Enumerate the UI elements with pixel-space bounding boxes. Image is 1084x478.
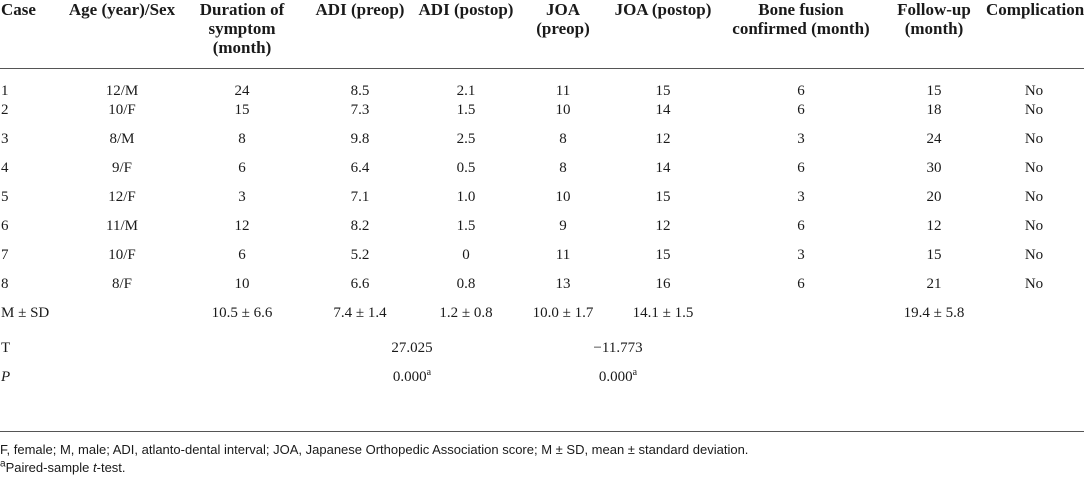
cell-adi-preop: 6.6: [350, 276, 370, 292]
table-footnotes: [0, 441, 1084, 477]
cell-age-sex: 10/F: [108, 102, 136, 118]
cell-case: 8: [1, 276, 9, 292]
cell-case: 3: [1, 131, 9, 147]
cell-bone-fusion: 6: [797, 83, 805, 99]
cell-adi-postop: 1.0: [456, 189, 476, 205]
table-body: [0, 69, 1084, 399]
cell-adi-postop: 0.8: [456, 276, 476, 292]
table-row: [0, 131, 1084, 160]
cell-joa-preop: 8: [559, 160, 567, 176]
cell-adi-postop: 2.1: [456, 83, 476, 99]
p-value-adi-footnote-mark: a: [426, 367, 432, 378]
p-value-joa-footnote-mark: a: [632, 367, 638, 378]
cell-adi-preop: 8.2: [350, 218, 370, 234]
cell-joa-postop: 14: [655, 160, 671, 176]
mean-sd-duration: 10.5 ± 6.6: [211, 305, 273, 321]
cell-follow-up: 24: [926, 131, 942, 147]
p-value-row: [0, 369, 1084, 398]
p-label: P: [1, 369, 11, 385]
cell-case: 2: [1, 102, 9, 118]
mean-sd-joa-preop: 10.0 ± 1.7: [532, 305, 594, 321]
cell-joa-postop: 14: [655, 102, 671, 118]
cell-case: 4: [1, 160, 9, 176]
cell-adi-postop: 0.5: [456, 160, 476, 176]
cell-joa-postop: 12: [655, 131, 671, 147]
cell-complication: No: [1024, 102, 1044, 118]
cell-follow-up: 12: [926, 218, 942, 234]
p-value-joa: [518, 369, 718, 398]
cell-case: 6: [1, 218, 9, 234]
header-duration: Duration of symptom (month): [199, 0, 285, 57]
cell-adi-postop: 1.5: [456, 102, 476, 118]
cell-joa-preop: 11: [555, 83, 571, 99]
t-empty-cell: [66, 340, 178, 369]
cell-joa-preop: 10: [555, 189, 571, 205]
cell-bone-fusion: 3: [797, 131, 805, 147]
cell-adi-preop: 5.2: [350, 247, 370, 263]
header-follow-up: Follow-up (month): [897, 0, 971, 38]
cell-joa-preop: 8: [559, 131, 567, 147]
mean-sd-complication: [984, 305, 1084, 340]
p-empty-cell: [984, 369, 1084, 398]
cell-complication: No: [1024, 189, 1044, 205]
cell-complication: No: [1024, 83, 1044, 99]
cell-joa-postop: 16: [655, 276, 671, 292]
t-statistic-row: [0, 340, 1084, 369]
cell-duration: 6: [238, 160, 246, 176]
cell-duration: 24: [234, 83, 250, 99]
cell-bone-fusion: 6: [797, 276, 805, 292]
cell-duration: 10: [234, 276, 250, 292]
table-row: [0, 276, 1084, 305]
table-row: [0, 218, 1084, 247]
cell-bone-fusion: 3: [797, 189, 805, 205]
cell-complication: No: [1024, 131, 1044, 147]
cell-follow-up: 18: [926, 102, 942, 118]
table-bottom-rule: [0, 431, 1084, 432]
table-row: [0, 102, 1084, 131]
footnote-italic-t: t: [93, 460, 97, 475]
paired-test-footnote: [0, 459, 1084, 477]
cell-duration: 8: [238, 131, 246, 147]
t-empty-cell: [984, 340, 1084, 369]
cell-age-sex: 8/M: [109, 131, 135, 147]
cell-age-sex: 9/F: [111, 160, 132, 176]
cell-duration: 3: [238, 189, 246, 205]
cell-joa-preop: 13: [555, 276, 571, 292]
cell-duration: 12: [234, 218, 250, 234]
cell-duration: 6: [238, 247, 246, 263]
cell-age-sex: 12/F: [108, 189, 136, 205]
cell-joa-preop: 10: [555, 102, 571, 118]
cell-bone-fusion: 6: [797, 218, 805, 234]
header-adi-postop: ADI (postop): [418, 0, 514, 19]
p-value-joa-number: 0.000: [598, 369, 633, 385]
p-empty-cell: [718, 369, 884, 398]
t-value-joa: −11.773: [593, 340, 643, 356]
header-joa-preop: JOA (preop): [536, 0, 590, 38]
cell-adi-postop: 0: [462, 247, 470, 263]
cell-adi-postop: 2.5: [456, 131, 476, 147]
cell-case: 1: [1, 83, 9, 99]
cell-age-sex: 11/M: [106, 218, 138, 234]
cell-adi-preop: 7.1: [350, 189, 370, 205]
cell-complication: No: [1024, 276, 1044, 292]
header-complication: Complication: [986, 0, 1084, 19]
header-joa-postop: JOA (postop): [614, 0, 712, 19]
cell-follow-up: 15: [926, 247, 942, 263]
cell-adi-preop: 7.3: [350, 102, 370, 118]
cell-age-sex: 10/F: [108, 247, 136, 263]
t-empty-cell: [884, 340, 984, 369]
cell-case: 7: [1, 247, 9, 263]
cell-joa-preop: 11: [555, 247, 571, 263]
mean-sd-joa-postop: 14.1 ± 1.5: [632, 305, 694, 321]
p-value-adi-number: 0.000: [392, 369, 427, 385]
cell-joa-postop: 15: [655, 247, 671, 263]
cell-complication: No: [1024, 218, 1044, 234]
header-row: [0, 0, 1084, 69]
p-empty-cell: [66, 369, 178, 398]
header-age-sex: Age (year)/Sex: [68, 0, 176, 19]
cell-bone-fusion: 6: [797, 160, 805, 176]
table-row: [0, 69, 1084, 103]
table-row: [0, 247, 1084, 276]
cell-adi-preop: 9.8: [350, 131, 370, 147]
mean-sd-adi-preop: 7.4 ± 1.4: [333, 305, 387, 321]
cell-follow-up: 15: [926, 83, 942, 99]
cell-bone-fusion: 3: [797, 247, 805, 263]
cell-duration: 15: [234, 102, 250, 118]
mean-sd-label: M ± SD: [1, 305, 50, 321]
header-case: Case: [1, 0, 36, 19]
cell-joa-postop: 12: [655, 218, 671, 234]
cell-bone-fusion: 6: [797, 102, 805, 118]
mean-sd-row: [0, 305, 1084, 340]
cell-joa-preop: 9: [559, 218, 567, 234]
header-bone-fusion: Bone fusion confirmed (month): [732, 0, 870, 38]
cell-adi-preop: 6.4: [350, 160, 370, 176]
table-row: [0, 189, 1084, 218]
mean-sd-age: [66, 305, 178, 340]
cell-age-sex: 12/M: [105, 83, 139, 99]
cell-complication: No: [1024, 247, 1044, 263]
cell-complication: No: [1024, 160, 1044, 176]
t-value-adi: 27.025: [391, 340, 433, 356]
cell-joa-postop: 15: [655, 83, 671, 99]
cell-age-sex: 8/F: [111, 276, 132, 292]
mean-sd-bone-fusion: [718, 305, 884, 340]
cell-follow-up: 30: [926, 160, 942, 176]
t-label: T: [1, 340, 11, 356]
cell-joa-postop: 15: [655, 189, 671, 205]
mean-sd-adi-postop: 1.2 ± 0.8: [439, 305, 493, 321]
footnote-prefix: Paired-sample: [5, 460, 93, 475]
table-row: [0, 160, 1084, 189]
cell-case: 5: [1, 189, 9, 205]
p-value-adi: [306, 369, 518, 398]
header-adi-preop: ADI (preop): [315, 0, 405, 19]
t-empty-cell: [178, 340, 306, 369]
cell-adi-postop: 1.5: [456, 218, 476, 234]
abbreviations-footnote: F, female; M, male; ADI, atlanto-dental interval; JOA, Japanese Orthopedic Association score; M ± SD, mean ± standard deviation.: [0, 442, 749, 457]
p-empty-cell: [178, 369, 306, 398]
mean-sd-follow-up: 19.4 ± 5.8: [903, 305, 965, 321]
footnote-suffix: -test.: [96, 460, 126, 475]
t-empty-cell: [718, 340, 884, 369]
p-empty-cell: [884, 369, 984, 398]
cell-follow-up: 21: [926, 276, 942, 292]
cell-adi-preop: 8.5: [350, 83, 370, 99]
footnote-mark: a: [0, 458, 6, 470]
cell-follow-up: 20: [926, 189, 942, 205]
